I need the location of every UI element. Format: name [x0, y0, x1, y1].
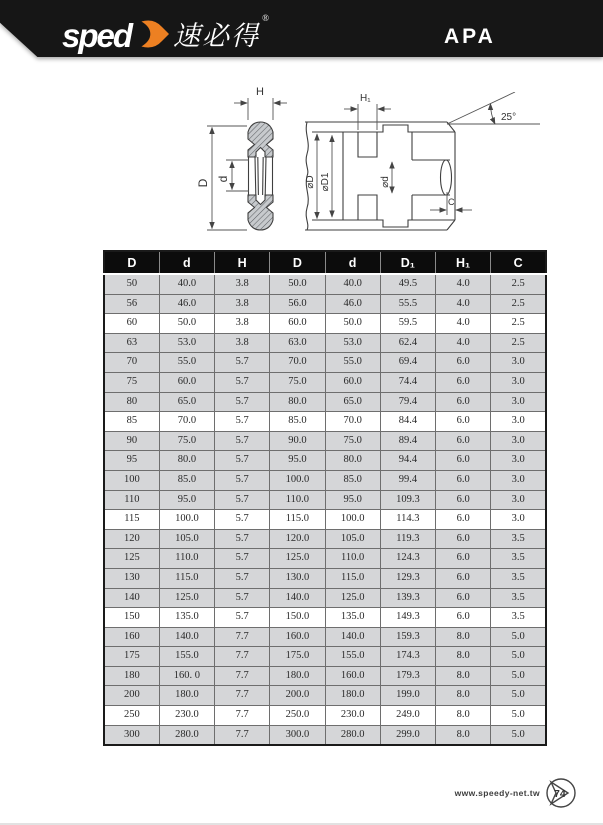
table-cell: 5.7 [215, 588, 270, 608]
table-header-cell: d [325, 251, 380, 274]
table-row [104, 372, 546, 392]
dim-d-lines [226, 160, 249, 191]
table-cell: 99.4 [380, 470, 435, 490]
table-cell: 114.3 [380, 510, 435, 530]
table-cell: 46.0 [325, 294, 380, 314]
table-cell: 110.0 [159, 549, 214, 569]
table-cell: 129.3 [380, 568, 435, 588]
table-cell: 94.4 [380, 451, 435, 471]
table-cell: 3.5 [491, 588, 546, 608]
table-cell: 3.8 [215, 333, 270, 353]
table-cell: 2.5 [491, 274, 546, 294]
table-cell: 3.5 [491, 608, 546, 628]
table-row [104, 627, 546, 647]
table-cell: 5.7 [215, 608, 270, 628]
table-cell: 60 [104, 314, 159, 334]
table-cell: 100.0 [325, 510, 380, 530]
table-cell: 53.0 [325, 333, 380, 353]
table-cell: 3.0 [491, 490, 546, 510]
table-cell: 139.3 [380, 588, 435, 608]
table-cell: 6.0 [436, 431, 491, 451]
table-cell: 6.0 [436, 588, 491, 608]
table-cell: 85.0 [325, 470, 380, 490]
dim-H-lines [234, 98, 287, 120]
table-cell: 65.0 [325, 392, 380, 412]
table-row [104, 470, 546, 490]
table-cell: 85.0 [270, 412, 325, 432]
table-cell: 6.0 [436, 470, 491, 490]
table-cell: 125 [104, 549, 159, 569]
table-cell: 5.7 [215, 549, 270, 569]
table-cell: 55.0 [159, 353, 214, 373]
table-cell: 2.5 [491, 314, 546, 334]
table-cell: 6.0 [436, 568, 491, 588]
table-cell: 6.0 [436, 510, 491, 530]
table-header-cell: d [159, 251, 214, 274]
table-cell: 180.0 [270, 666, 325, 686]
table-cell: 75.0 [325, 431, 380, 451]
table-cell: 280.0 [325, 725, 380, 745]
table-header-cell: D [104, 251, 159, 274]
table-cell: 125.0 [325, 588, 380, 608]
table-cell: 5.7 [215, 451, 270, 471]
table-header-cell: D₁ [380, 251, 435, 274]
table-cell: 100 [104, 470, 159, 490]
table-cell: 160 [104, 627, 159, 647]
table-cell: 7.7 [215, 686, 270, 706]
table-cell: 6.0 [436, 412, 491, 432]
table-cell: 40.0 [159, 274, 214, 294]
table-cell: 140.0 [159, 627, 214, 647]
table-cell: 5.7 [215, 412, 270, 432]
page-number-badge [544, 776, 578, 815]
table-cell: 120 [104, 529, 159, 549]
table-cell: 3.0 [491, 412, 546, 432]
table-cell: 6.0 [436, 529, 491, 549]
table-cell: 120.0 [270, 529, 325, 549]
table-cell: 50.0 [270, 274, 325, 294]
table-cell: 175.0 [270, 647, 325, 667]
table-cell: 80.0 [270, 392, 325, 412]
table-row [104, 431, 546, 451]
table-cell: 6.0 [436, 353, 491, 373]
table-row [104, 647, 546, 667]
table-cell: 95.0 [270, 451, 325, 471]
table-cell: 70.0 [159, 412, 214, 432]
table-cell: 2.5 [491, 333, 546, 353]
table-cell: 90 [104, 431, 159, 451]
seal-bottom-lip [248, 195, 273, 230]
table-cell: 80.0 [159, 451, 214, 471]
table-cell: 46.0 [159, 294, 214, 314]
table-row [104, 529, 546, 549]
table-cell: 80 [104, 392, 159, 412]
table-cell: 50 [104, 274, 159, 294]
table-cell: 140.0 [325, 627, 380, 647]
table-header-cell: H₁ [436, 251, 491, 274]
brand-arrow-icon [137, 18, 169, 55]
table-cell: 6.0 [436, 392, 491, 412]
table-row [104, 588, 546, 608]
table-cell: 85 [104, 412, 159, 432]
table-cell: 175 [104, 647, 159, 667]
table-cell: 280.0 [159, 725, 214, 745]
table-cell: 4.0 [436, 274, 491, 294]
table-cell: 95 [104, 451, 159, 471]
table-cell: 100.0 [270, 470, 325, 490]
page-title: APA [444, 25, 496, 48]
table-cell: 3.0 [491, 451, 546, 471]
table-cell: 249.0 [380, 706, 435, 726]
table-row [104, 686, 546, 706]
dim-angle-lines [447, 92, 540, 124]
dim-label-dia-D: ⌀D [305, 175, 316, 189]
table-cell: 5.0 [491, 686, 546, 706]
table-cell: 230.0 [325, 706, 380, 726]
footer-url: www.speedy-net.tw [454, 788, 540, 798]
table-cell: 130.0 [270, 568, 325, 588]
table-header-cell: D [270, 251, 325, 274]
table-cell: 2.5 [491, 294, 546, 314]
table-cell: 4.0 [436, 314, 491, 334]
table-cell: 8.0 [436, 686, 491, 706]
table-cell: 55.0 [325, 353, 380, 373]
table-row [104, 608, 546, 628]
table-cell: 3.8 [215, 274, 270, 294]
table-cell: 90.0 [270, 431, 325, 451]
table-cell: 160.0 [270, 627, 325, 647]
table-cell: 3.5 [491, 568, 546, 588]
table-cell: 3.5 [491, 529, 546, 549]
table-cell: 140.0 [270, 588, 325, 608]
table-cell: 5.0 [491, 706, 546, 726]
table-cell: 130 [104, 568, 159, 588]
table-cell: 160.0 [325, 666, 380, 686]
table-cell: 115.0 [270, 510, 325, 530]
dim-label-dia-d: ⌀d [380, 176, 391, 188]
table-cell: 5.7 [215, 529, 270, 549]
table-cell: 6.0 [436, 608, 491, 628]
dim-label-H1: H₁ [360, 93, 371, 104]
table-cell: 3.0 [491, 353, 546, 373]
table-cell: 3.0 [491, 431, 546, 451]
table-cell: 69.4 [380, 353, 435, 373]
table-cell: 8.0 [436, 725, 491, 745]
table-cell: 300.0 [270, 725, 325, 745]
table-cell: 62.4 [380, 333, 435, 353]
table-cell: 200.0 [270, 686, 325, 706]
table-cell: 70 [104, 353, 159, 373]
dim-label-C: C [448, 197, 455, 207]
table-cell: 299.0 [380, 725, 435, 745]
table-row [104, 451, 546, 471]
table-cell: 80.0 [325, 451, 380, 471]
table-cell: 3.0 [491, 372, 546, 392]
table-header-row [104, 251, 546, 274]
table-header-cell: C [491, 251, 546, 274]
table-cell: 199.0 [380, 686, 435, 706]
table-cell: 180 [104, 666, 159, 686]
table-cell: 85.0 [159, 470, 214, 490]
table-cell: 5.0 [491, 725, 546, 745]
table-row [104, 666, 546, 686]
table-cell: 5.0 [491, 627, 546, 647]
table-cell: 250 [104, 706, 159, 726]
table-cell: 84.4 [380, 412, 435, 432]
table-row [104, 412, 546, 432]
table-cell: 74.4 [380, 372, 435, 392]
table-cell: 6.0 [436, 451, 491, 471]
table-cell: 6.0 [436, 549, 491, 569]
table-cell: 3.8 [215, 314, 270, 334]
table-cell: 155.0 [325, 647, 380, 667]
table-cell: 75.0 [159, 431, 214, 451]
table-cell: 63 [104, 333, 159, 353]
table-row [104, 490, 546, 510]
table-row [104, 706, 546, 726]
table-cell: 300 [104, 725, 159, 745]
table-cell: 119.3 [380, 529, 435, 549]
spec-table [103, 250, 547, 746]
table-cell: 115 [104, 510, 159, 530]
table-cell: 63.0 [270, 333, 325, 353]
table-cell: 5.7 [215, 431, 270, 451]
table-row [104, 549, 546, 569]
table-cell: 5.7 [215, 470, 270, 490]
table-cell: 4.0 [436, 294, 491, 314]
table-cell: 56.0 [270, 294, 325, 314]
table-cell: 89.4 [380, 431, 435, 451]
table-cell: 174.3 [380, 647, 435, 667]
table-cell: 105.0 [159, 529, 214, 549]
table-cell: 75.0 [270, 372, 325, 392]
table-cell: 3.0 [491, 392, 546, 412]
table-cell: 180.0 [325, 686, 380, 706]
table-cell: 135.0 [325, 608, 380, 628]
table-cell: 79.4 [380, 392, 435, 412]
table-row [104, 510, 546, 530]
table-cell: 50.0 [159, 314, 214, 334]
table-cell: 8.0 [436, 706, 491, 726]
table-cell: 55.5 [380, 294, 435, 314]
table-cell: 6.0 [436, 490, 491, 510]
table-cell: 3.5 [491, 549, 546, 569]
header-band [0, 0, 603, 62]
table-cell: 65.0 [159, 392, 214, 412]
table-cell: 70.0 [325, 412, 380, 432]
dim-H1-lines [344, 104, 391, 130]
table-cell: 56 [104, 294, 159, 314]
table-cell: 110 [104, 490, 159, 510]
table-cell: 159.3 [380, 627, 435, 647]
table-cell: 125.0 [159, 588, 214, 608]
table-cell: 250.0 [270, 706, 325, 726]
table-row [104, 392, 546, 412]
table-cell: 155.0 [159, 647, 214, 667]
table-cell: 6.0 [436, 372, 491, 392]
dim-label-D: D [196, 178, 210, 188]
table-cell: 3.8 [215, 294, 270, 314]
table-cell: 7.7 [215, 666, 270, 686]
dim-label-angle: 25° [501, 112, 517, 123]
table-cell: 49.5 [380, 274, 435, 294]
table-cell: 105.0 [325, 529, 380, 549]
table-cell: 140 [104, 588, 159, 608]
table-cell: 7.7 [215, 706, 270, 726]
table-cell: 60.0 [325, 372, 380, 392]
table-cell: 150 [104, 608, 159, 628]
table-cell: 150.0 [270, 608, 325, 628]
brand-chinese-text: 速必得® [173, 13, 271, 51]
table-cell: 180.0 [159, 686, 214, 706]
brand-logo [62, 13, 271, 55]
table-cell: 100.0 [159, 510, 214, 530]
table-cell: 7.7 [215, 725, 270, 745]
table-cell: 3.0 [491, 470, 546, 490]
table-row [104, 725, 546, 745]
table-cell: 5.7 [215, 372, 270, 392]
table-cell: 8.0 [436, 666, 491, 686]
table-cell: 5.7 [215, 353, 270, 373]
table-cell: 109.3 [380, 490, 435, 510]
table-cell: 5.7 [215, 392, 270, 412]
table-cell: 95.0 [159, 490, 214, 510]
table-cell: 7.7 [215, 647, 270, 667]
seal-body-lines [249, 157, 273, 195]
table-cell: 179.3 [380, 666, 435, 686]
table-cell: 110.0 [325, 549, 380, 569]
table-cell: 95.0 [325, 490, 380, 510]
table-cell: 8.0 [436, 627, 491, 647]
page-number: 74 [554, 788, 566, 800]
table-cell: 8.0 [436, 647, 491, 667]
table-cell: 40.0 [325, 274, 380, 294]
table-cell: 70.0 [270, 353, 325, 373]
table-cell: 7.7 [215, 627, 270, 647]
dim-label-dia-D1: ⌀D1 [320, 172, 331, 192]
table-cell: 160. 0 [159, 666, 214, 686]
table-row [104, 294, 546, 314]
table-cell: 230.0 [159, 706, 214, 726]
seal-cross-section-drawing [185, 84, 300, 242]
table-cell: 5.0 [491, 647, 546, 667]
table-cell: 60.0 [159, 372, 214, 392]
table-cell: 5.7 [215, 568, 270, 588]
table-cell: 75 [104, 372, 159, 392]
table-cell: 115.0 [325, 568, 380, 588]
table-cell: 5.7 [215, 490, 270, 510]
table-row [104, 568, 546, 588]
table-cell: 200 [104, 686, 159, 706]
seal-top-lip [248, 122, 273, 157]
installation-drawing [290, 92, 545, 242]
table-row [104, 274, 546, 294]
table-cell: 5.0 [491, 666, 546, 686]
table-row [104, 333, 546, 353]
table-cell: 53.0 [159, 333, 214, 353]
table-cell: 59.5 [380, 314, 435, 334]
table-cell: 4.0 [436, 333, 491, 353]
table-cell: 50.0 [325, 314, 380, 334]
brand-latin-text: sped [62, 17, 132, 54]
table-cell: 5.7 [215, 510, 270, 530]
registered-mark: ® [262, 13, 271, 23]
table-cell: 110.0 [270, 490, 325, 510]
table-cell: 124.3 [380, 549, 435, 569]
dim-label-H: H [256, 86, 264, 98]
table-cell: 135.0 [159, 608, 214, 628]
table-row [104, 353, 546, 373]
dim-label-d: d [216, 175, 230, 183]
table-cell: 125.0 [270, 549, 325, 569]
table-cell: 3.0 [491, 510, 546, 530]
table-header-cell: H [215, 251, 270, 274]
table-cell: 149.3 [380, 608, 435, 628]
table-row [104, 314, 546, 334]
table-cell: 60.0 [270, 314, 325, 334]
table-cell: 115.0 [159, 568, 214, 588]
